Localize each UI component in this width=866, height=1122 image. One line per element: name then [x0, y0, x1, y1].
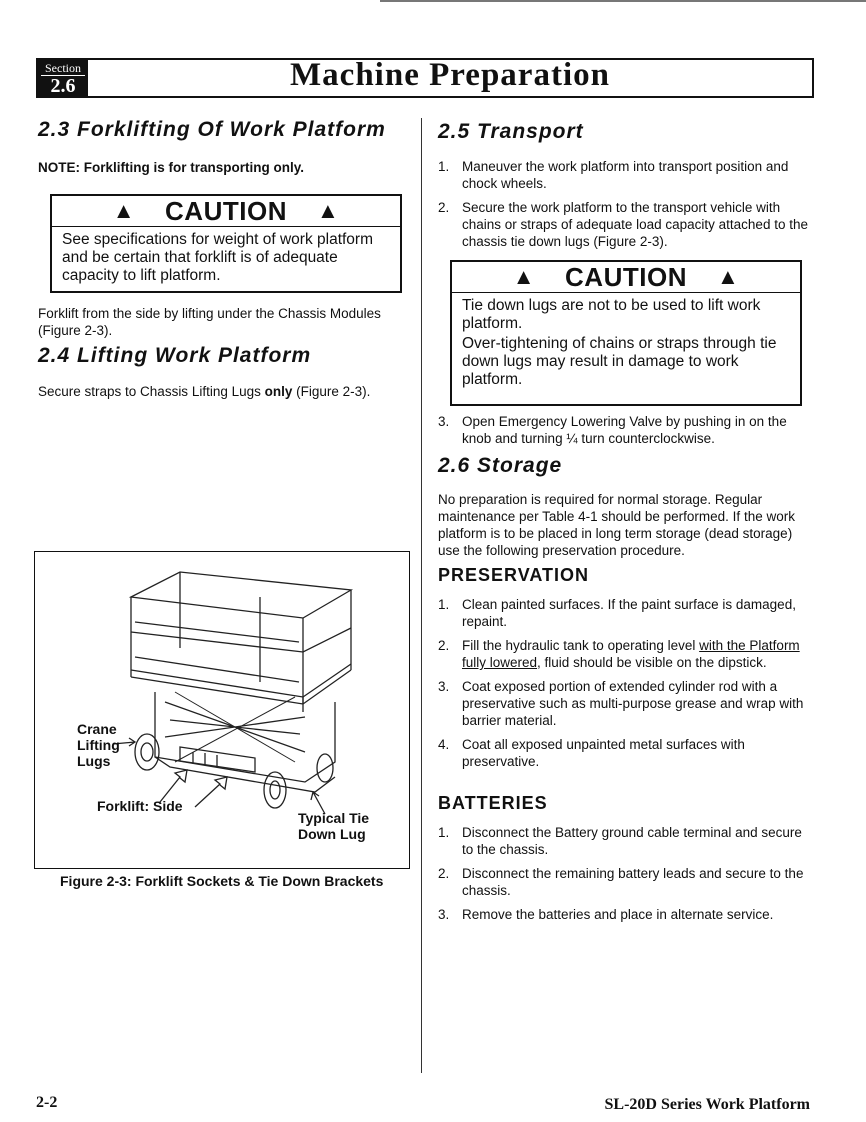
heading-preservation: PRESERVATION — [438, 565, 590, 585]
list-text: Remove the batteries and place in alternate service. — [462, 907, 774, 922]
caution-text: See specifications for weight of work platform and be certain that forklift is of adequate capacity to lift platform. — [62, 231, 373, 284]
list-text: Disconnect the remaining battery leads and secure to the chassis. — [462, 866, 804, 898]
list-num: 3. — [438, 907, 450, 922]
caution-title: CAUTION — [565, 262, 687, 292]
page-number: 2-2 — [36, 1094, 58, 1111]
lifting-body-bold: only — [264, 384, 293, 399]
heading-2-6: 2.6 Storage — [438, 454, 563, 477]
preservation-list — [438, 596, 810, 770]
list-text: Disconnect the Battery ground cable terminal and secure to the chassis. — [462, 825, 802, 857]
lifting-body — [38, 383, 408, 400]
label-typical-tie: Typical Tie — [298, 810, 370, 826]
lifting-body-post: (Figure 2-3). — [292, 384, 371, 399]
list-text: Coat exposed portion of extended cylinder rod with a preservative such as multi-purpose grease and wrap with barrier material. — [462, 679, 804, 728]
caution-box-transport — [450, 260, 802, 406]
list-num: 2. — [438, 866, 450, 881]
list-text: Secure the work platform to the transport vehicle with chains or straps of adequate load capacity attached to the chassis tie down lugs (Figure 2-3). — [462, 200, 808, 249]
list-text: Open Emergency Lowering Valve by pushing in on the knob and turning ¼ turn counterclockwise. — [462, 414, 787, 446]
figure-2-3 — [34, 551, 410, 869]
label-lugs: Lugs — [77, 753, 111, 769]
list-num: 1. — [438, 597, 450, 612]
list-item — [438, 596, 810, 630]
list-text: , fluid should be visible on the dipstick. — [537, 655, 767, 670]
page-title: Machine Preparation — [290, 57, 610, 93]
section-header — [36, 58, 814, 98]
heading-2-3: 2.3 Forklifting Of Work Platform — [38, 118, 386, 141]
caution-title: CAUTION — [165, 196, 287, 226]
caution-text-1: Tie down lugs are not to be used to lift work platform. — [462, 297, 761, 332]
label-crane: Crane — [77, 721, 117, 737]
caution-header — [452, 262, 800, 293]
warning-triangle-icon: ▲ — [112, 198, 136, 223]
label-lifting: Lifting — [77, 737, 120, 753]
list-item — [438, 158, 810, 192]
list-item — [438, 413, 810, 447]
forklift-note: NOTE: Forklifting is for transporting only. — [38, 160, 304, 175]
forklift-body: Forklift from the side by lifting under the Chassis Modules (Figure 2-3). — [38, 306, 381, 338]
section-label: Section — [45, 61, 81, 75]
list-text: Maneuver the work platform into transport position and chock wheels. — [462, 159, 789, 191]
lifting-body-pre: Secure straps to Chassis Lifting Lugs — [38, 384, 265, 399]
transport-list — [438, 158, 810, 250]
list-text-underlined: with the Platform fully lowered — [462, 638, 800, 670]
transport-list-cont — [438, 413, 810, 447]
list-num: 2. — [438, 638, 450, 653]
list-text: Clean painted surfaces. If the paint surface is damaged, repaint. — [462, 597, 796, 629]
list-num: 3. — [438, 414, 450, 429]
label-forklift-side: Forklift: Side — [97, 798, 183, 814]
warning-triangle-icon: ▲ — [716, 264, 740, 289]
caution-text-2: Over-tightening of chains or straps through tie down lugs may result in damage to work platform. — [462, 335, 777, 388]
list-num: 4. — [438, 737, 450, 752]
list-item — [438, 865, 810, 899]
heading-2-4: 2.4 Lifting Work Platform — [38, 344, 312, 367]
list-num: 3. — [438, 679, 450, 694]
warning-triangle-icon: ▲ — [512, 264, 536, 289]
list-item — [438, 736, 810, 770]
section-badge — [38, 60, 88, 96]
batteries-list — [438, 824, 810, 923]
top-rule — [380, 0, 866, 2]
list-item — [438, 199, 810, 250]
caution-box-forklift — [50, 194, 402, 293]
column-divider — [421, 118, 422, 1073]
list-item — [438, 678, 810, 729]
list-num: 2. — [438, 200, 450, 215]
caution-header — [52, 196, 400, 227]
list-text: Coat all exposed unpainted metal surfaces with preservative. — [462, 737, 745, 769]
list-item — [438, 906, 810, 923]
label-down-lug: Down Lug — [298, 826, 366, 842]
product-name: SL-20D Series Work Platform — [604, 1096, 810, 1113]
list-item — [438, 824, 810, 858]
section-number: 2.6 — [41, 75, 85, 96]
heading-2-5: 2.5 Transport — [438, 120, 584, 143]
list-num: 1. — [438, 825, 450, 840]
heading-batteries: BATTERIES — [438, 793, 548, 813]
list-item — [438, 637, 810, 671]
list-text: Fill the hydraulic tank to operating level — [462, 638, 700, 653]
warning-triangle-icon: ▲ — [316, 198, 340, 223]
list-num: 1. — [438, 159, 450, 174]
storage-body: No preparation is required for normal storage. Regular maintenance per Table 4-1 should be performed. If the work platform is to be placed in long term storage (dead storage) use the following preservation procedure. — [438, 492, 795, 558]
figure-caption: Figure 2-3: Forklift Sockets & Tie Down Brackets — [60, 873, 384, 889]
